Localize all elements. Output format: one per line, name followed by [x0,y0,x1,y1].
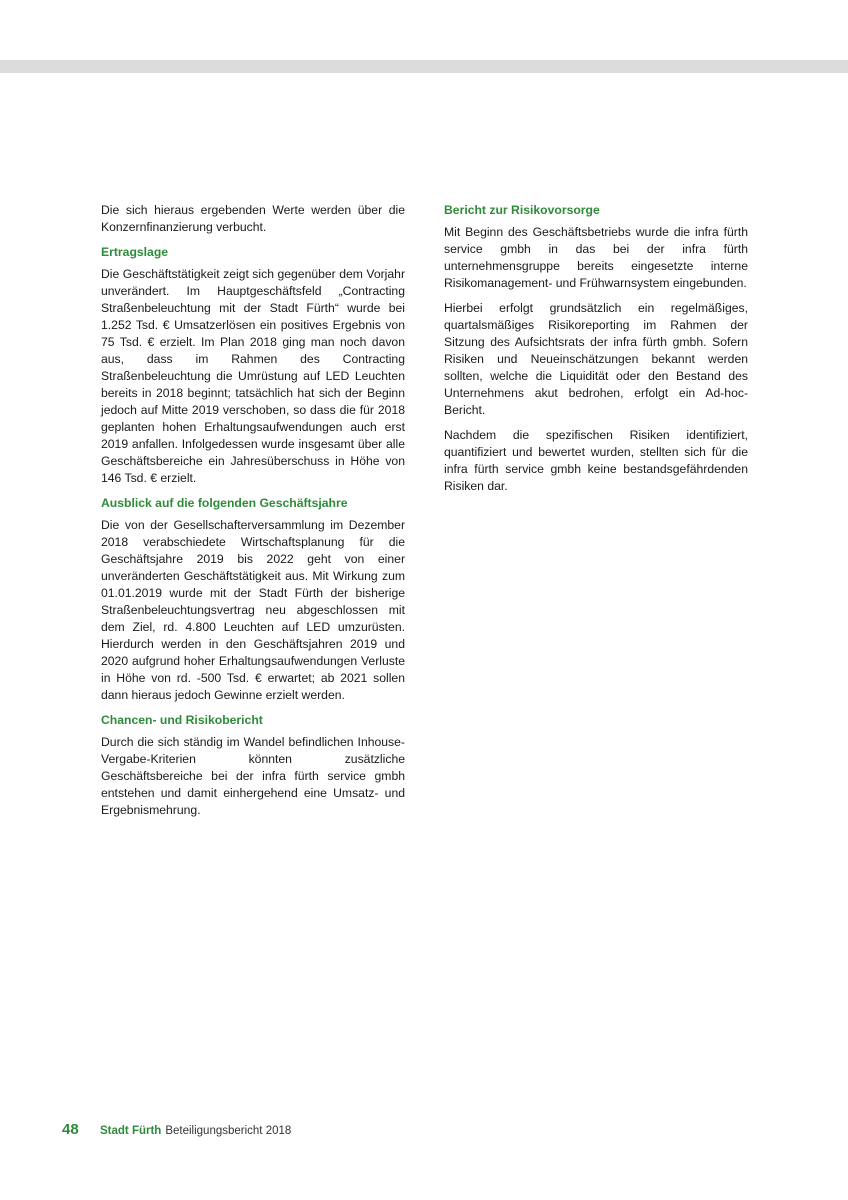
chancen-paragraph: Durch die sich ständig im Wandel befindlichen Inhouse-Vergabe-Kriterien könnten zusätzliche Geschäftsbereiche bei der infra fürth service gmbh entstehen und damit einhergehend eine Umsatz- und Ergebnismehrung. [101,735,405,817]
page-number: 48 [62,1121,79,1138]
right-column [444,202,748,503]
footer-subtitle: Beteiligungsbericht 2018 [165,1125,292,1137]
intro-paragraph: Die sich hieraus ergebenden Werte werden über die Konzernfinanzierung verbucht. [101,203,405,234]
ausblick-paragraph: Die von der Gesellschafterversammlung im Dezember 2018 verabschiedete Wirtschaftsplanung für die Geschäftsjahre 2019 bis 2022 geht von einer unveränderten Geschäftstätigkeit aus. Mit Wirkung zum 01.01.2019 wurde mit der Stadt Fürth der bisherige Straßenbeleuchtungsvertrag neu abgeschlossen mit dem Ziel, rd. 4.800 Leuchten auf LED umzurüsten. Hierdurch werden in den Geschäftsjahren 2019 und 2020 aufgrund hoher Erhaltungsaufwendungen Verluste in Höhe von rd. -500 Tsd. € erwartet; ab 2021 sollen dann hieraus jedoch Gewinne erzielt werden. [101,518,405,702]
heading-ertragslage: Ertragslage [101,245,169,259]
page-footer [62,1121,291,1141]
left-column [101,202,405,827]
risikovorsorge-paragraph-2: Hierbei erfolgt grundsätzlich ein regelmäßiges, quartalsmäßiges Risikoreporting im Rahmen der Sitzung des Aufsichtsrats der infra fürth gmbh. Sofern Risiken und Neueinschätzungen bekannt werden sollten, welche die Liquidität oder den Bestand des Unternehmens akut bedrohen, erfolgt ein Ad-hoc-Bericht. [444,301,748,417]
risikovorsorge-paragraph-3: Nachdem die spezifischen Risiken identifiziert, quantifiziert und bewertet wurden, stellten sich für die infra fürth service gmbh keine bestandsgefährdenden Risiken dar. [444,428,748,493]
ertragslage-paragraph: Die Geschäftstätigkeit zeigt sich gegenüber dem Vorjahr unverändert. Im Hauptgeschäftsfeld „Contracting Straßenbeleuchtung mit der Stadt Fürth“ wurde bei 1.252 Tsd. € Umsatzerlösen ein positives Ergebnis von 75 Tsd. € erzielt. Im Plan 2018 ging man noch davon aus, dass im Rahmen des Contracting Straßenbeleuchtung die Umrüstung auf LED Leuchten bereits in 2018 beginnt; tatsächlich hat sich der Beginn jedoch auf Mitte 2019 verschoben, so dass die für 2018 geplanten hohen Erhaltungsaufwendungen auch erst 2019 anfallen. Infolgedessen wurde insgesamt über alle Geschäftsbereiche ein Jahresüberschuss in Höhe von 146 Tsd. € erzielt. [101,267,405,485]
heading-ausblick: Ausblick auf die folgenden Geschäftsjahre [101,496,348,510]
footer-brand: Stadt Fürth [100,1125,162,1137]
heading-risikovorsorge: Bericht zur Risikovorsorge [444,203,600,217]
header-bar [0,60,848,73]
heading-chancen-risikobericht: Chancen- und Risikobericht [101,713,263,727]
risikovorsorge-paragraph-1: Mit Beginn des Geschäftsbetriebs wurde die infra fürth service gmbh in das bei der infra fürth unternehmensgruppe bereits eingesetzte interne Risikomanagement- und Frühwarnsystem eingebunden. [444,225,748,290]
